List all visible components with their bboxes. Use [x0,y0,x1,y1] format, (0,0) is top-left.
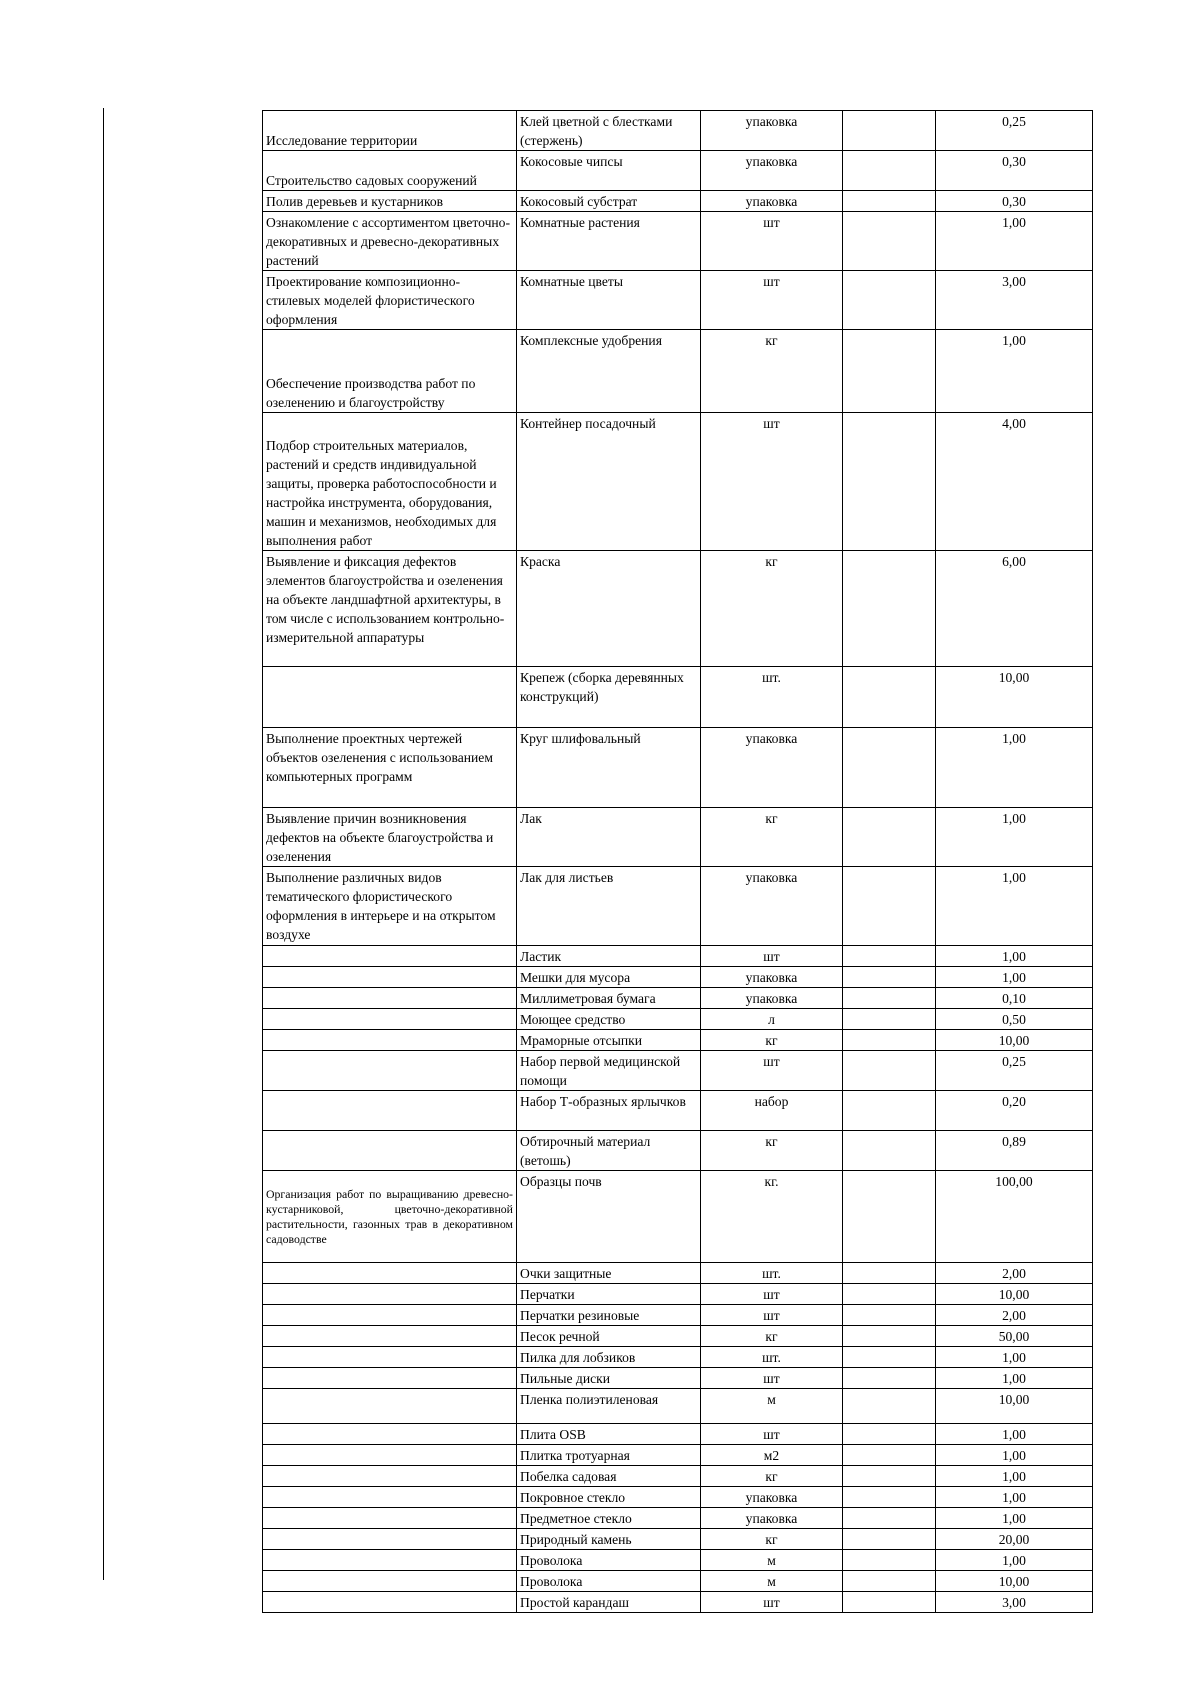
table-row [263,330,1093,413]
activity-cell [263,1030,517,1051]
table-row [263,1009,1093,1030]
quantity-cell: 10,00 [936,1389,1093,1424]
material-cell: Клей цветной с блестками (стержень) [517,111,701,151]
material-cell: Моющее средство [517,1009,701,1030]
table-row [263,867,1093,946]
table-row [263,1592,1093,1613]
extra-cell [843,1550,936,1571]
unit-cell: упаковка [701,867,843,946]
quantity-cell: 0,25 [936,111,1093,151]
material-cell: Комплексные удобрения [517,330,701,413]
table-row [263,1529,1093,1550]
extra-cell [843,151,936,191]
quantity-cell: 1,00 [936,1368,1093,1389]
table-row [263,1487,1093,1508]
material-cell: Проволока [517,1550,701,1571]
activity-cell: Выполнение различных видов тематического флористического оформления в интерьере и на открытом воздухе [263,867,517,946]
quantity-cell: 10,00 [936,1571,1093,1592]
extra-cell [843,1487,936,1508]
activity-cell [263,1305,517,1326]
activity-cell: Проектирование композиционно-стилевых моделей флористического оформления [263,271,517,330]
material-cell: Кокосовые чипсы [517,151,701,191]
activity-cell [263,1592,517,1613]
material-cell: Комнатные растения [517,212,701,271]
extra-cell [843,1592,936,1613]
table-row [263,1424,1093,1445]
table-row [263,551,1093,667]
material-cell: Побелка садовая [517,1466,701,1487]
activity-cell: Выявление причин возникновения дефектов на объекте благоустройства и озеленения [263,808,517,867]
unit-cell: шт [701,1424,843,1445]
table-row [263,1305,1093,1326]
quantity-cell: 2,00 [936,1305,1093,1326]
unit-cell: шт [701,413,843,551]
table-row [263,1051,1093,1091]
activity-cell [263,1368,517,1389]
material-cell: Перчатки резиновые [517,1305,701,1326]
table-row [263,1368,1093,1389]
table-row [263,1171,1093,1263]
material-cell: Очки защитные [517,1263,701,1284]
material-cell: Набор Т-образных ярлычков [517,1091,701,1131]
unit-cell: шт. [701,667,843,728]
activity-cell [263,1009,517,1030]
activity-cell [263,1263,517,1284]
quantity-cell: 3,00 [936,1592,1093,1613]
extra-cell [843,808,936,867]
unit-cell: кг [701,1131,843,1171]
material-cell: Образцы почв [517,1171,701,1263]
extra-cell [843,551,936,667]
activity-cell: Подбор строительных материалов, растений и средств индивидуальной защиты, проверка работоспособности и настройка инструмента, оборудования, машин и механизмов, необходимых для выполнения работ [263,413,517,551]
activity-cell [263,1347,517,1368]
material-cell: Пилка для лобзиков [517,1347,701,1368]
table-row [263,1445,1093,1466]
unit-cell: шт. [701,1263,843,1284]
extra-cell [843,1171,936,1263]
extra-cell [843,1445,936,1466]
quantity-cell: 4,00 [936,413,1093,551]
unit-cell: кг [701,330,843,413]
quantity-cell: 0,30 [936,151,1093,191]
table-row [263,967,1093,988]
unit-cell: кг [701,1030,843,1051]
table-row [263,1030,1093,1051]
unit-cell: шт [701,271,843,330]
material-cell: Набор первой медицинской помощи [517,1051,701,1091]
table-row [263,1508,1093,1529]
extra-cell [843,1263,936,1284]
activity-cell [263,1466,517,1487]
unit-cell: упаковка [701,988,843,1009]
unit-cell: шт [701,946,843,967]
unit-cell: кг. [701,1171,843,1263]
extra-cell [843,946,936,967]
material-cell: Крепеж (сборка деревянных конструкций) [517,667,701,728]
activity-cell [263,1529,517,1550]
quantity-cell: 6,00 [936,551,1093,667]
material-cell: Кокосовый субстрат [517,191,701,212]
margin-rule [103,108,104,1580]
unit-cell: шт. [701,1347,843,1368]
material-cell: Мраморные отсыпки [517,1030,701,1051]
material-cell: Мешки для мусора [517,967,701,988]
quantity-cell: 10,00 [936,1284,1093,1305]
table-row [263,1091,1093,1131]
extra-cell [843,1529,936,1550]
unit-cell: кг [701,808,843,867]
unit-cell: упаковка [701,1508,843,1529]
material-cell: Плитка тротуарная [517,1445,701,1466]
material-cell: Миллиметровая бумага [517,988,701,1009]
quantity-cell: 0,25 [936,1051,1093,1091]
extra-cell [843,1326,936,1347]
activity-cell [263,1284,517,1305]
extra-cell [843,1051,936,1091]
activity-cell [263,1571,517,1592]
table-row [263,808,1093,867]
quantity-cell: 1,00 [936,1487,1093,1508]
unit-cell: кг [701,551,843,667]
activity-cell [263,1508,517,1529]
activity-cell [263,1550,517,1571]
activity-cell [263,1389,517,1424]
extra-cell [843,967,936,988]
table-row [263,111,1093,151]
material-cell: Комнатные цветы [517,271,701,330]
quantity-cell: 1,00 [936,1347,1093,1368]
table-row [263,212,1093,271]
extra-cell [843,1131,936,1171]
extra-cell [843,1389,936,1424]
quantity-cell: 20,00 [936,1529,1093,1550]
extra-cell [843,728,936,808]
quantity-cell: 1,00 [936,946,1093,967]
materials-table-body [263,111,1093,1613]
extra-cell [843,191,936,212]
extra-cell [843,1508,936,1529]
material-cell: Пильные диски [517,1368,701,1389]
material-cell: Плита OSB [517,1424,701,1445]
activity-cell: Организация работ по выращиванию древесно-кустарниковой, цветочно-декоративной растительности, газонных трав в декоративном садоводстве [263,1171,517,1263]
activity-cell: Выявление и фиксация дефектов элементов благоустройства и озеленения на объекте ландшафтной архитектуры, в том числе с использованием контрольно-измерительной аппаратуры [263,551,517,667]
material-cell: Природный камень [517,1529,701,1550]
material-cell: Краска [517,551,701,667]
table-row [263,1131,1093,1171]
material-cell: Проволока [517,1571,701,1592]
table-row [263,728,1093,808]
table-row [263,1263,1093,1284]
table-row [263,191,1093,212]
unit-cell: м [701,1389,843,1424]
unit-cell: упаковка [701,1487,843,1508]
activity-cell [263,967,517,988]
unit-cell: кг [701,1529,843,1550]
unit-cell: л [701,1009,843,1030]
quantity-cell: 1,00 [936,1466,1093,1487]
table-row [263,1347,1093,1368]
material-cell: Круг шлифовальный [517,728,701,808]
unit-cell: м2 [701,1445,843,1466]
unit-cell: кг [701,1326,843,1347]
unit-cell: упаковка [701,728,843,808]
materials-table [262,110,1093,1613]
extra-cell [843,413,936,551]
quantity-cell: 1,00 [936,212,1093,271]
unit-cell: м [701,1550,843,1571]
extra-cell [843,1284,936,1305]
extra-cell [843,271,936,330]
activity-cell [263,667,517,728]
quantity-cell: 1,00 [936,808,1093,867]
extra-cell [843,988,936,1009]
unit-cell: упаковка [701,111,843,151]
unit-cell: шт [701,212,843,271]
material-cell: Песок речной [517,1326,701,1347]
unit-cell: шт [701,1368,843,1389]
quantity-cell: 1,00 [936,867,1093,946]
table-row [263,1571,1093,1592]
quantity-cell: 2,00 [936,1263,1093,1284]
quantity-cell: 1,00 [936,330,1093,413]
unit-cell: шт [701,1592,843,1613]
extra-cell [843,1466,936,1487]
extra-cell [843,1424,936,1445]
activity-cell: Обеспечение производства работ по озеленению и благоустройству [263,330,517,413]
quantity-cell: 3,00 [936,271,1093,330]
unit-cell: кг [701,1466,843,1487]
extra-cell [843,1091,936,1131]
material-cell: Обтирочный материал (ветошь) [517,1131,701,1171]
activity-cell: Исследование территории [263,111,517,151]
unit-cell: упаковка [701,967,843,988]
quantity-cell: 0,10 [936,988,1093,1009]
table-row [263,1284,1093,1305]
activity-cell [263,1326,517,1347]
unit-cell: набор [701,1091,843,1131]
table-row [263,413,1093,551]
unit-cell: шт [701,1305,843,1326]
unit-cell: шт [701,1284,843,1305]
activity-cell [263,1487,517,1508]
activity-cell: Ознакомление с ассортиментом цветочно-декоративных и древесно-декоративных растений [263,212,517,271]
activity-cell: Выполнение проектных чертежей объектов озеленения с использованием компьютерных программ [263,728,517,808]
quantity-cell: 10,00 [936,667,1093,728]
extra-cell [843,1009,936,1030]
activity-cell: Строительство садовых сооружений [263,151,517,191]
material-cell: Лак для листьев [517,867,701,946]
quantity-cell: 0,30 [936,191,1093,212]
material-cell: Перчатки [517,1284,701,1305]
quantity-cell: 1,00 [936,1445,1093,1466]
extra-cell [843,1305,936,1326]
quantity-cell: 10,00 [936,1030,1093,1051]
table-row [263,1326,1093,1347]
activity-cell [263,1131,517,1171]
quantity-cell: 0,50 [936,1009,1093,1030]
activity-cell [263,1445,517,1466]
extra-cell [843,330,936,413]
table-row [263,667,1093,728]
quantity-cell: 1,00 [936,967,1093,988]
material-cell: Простой карандаш [517,1592,701,1613]
activity-cell [263,1091,517,1131]
extra-cell [843,1347,936,1368]
table-row [263,1389,1093,1424]
quantity-cell: 1,00 [936,728,1093,808]
material-cell: Лак [517,808,701,867]
extra-cell [843,111,936,151]
material-cell: Пленка полиэтиленовая [517,1389,701,1424]
material-cell: Ластик [517,946,701,967]
table-row [263,151,1093,191]
quantity-cell: 1,00 [936,1508,1093,1529]
material-cell: Предметное стекло [517,1508,701,1529]
activity-cell [263,946,517,967]
quantity-cell: 100,00 [936,1171,1093,1263]
unit-cell: упаковка [701,191,843,212]
extra-cell [843,1571,936,1592]
quantity-cell: 0,89 [936,1131,1093,1171]
unit-cell: шт [701,1051,843,1091]
table-row [263,1550,1093,1571]
activity-cell [263,988,517,1009]
material-cell: Покровное стекло [517,1487,701,1508]
unit-cell: упаковка [701,151,843,191]
quantity-cell: 1,00 [936,1424,1093,1445]
table-row [263,271,1093,330]
material-cell: Контейнер посадочный [517,413,701,551]
extra-cell [843,667,936,728]
activity-cell: Полив деревьев и кустарников [263,191,517,212]
activity-cell [263,1424,517,1445]
quantity-cell: 50,00 [936,1326,1093,1347]
activity-cell [263,1051,517,1091]
extra-cell [843,1368,936,1389]
extra-cell [843,867,936,946]
table-row [263,946,1093,967]
table-row [263,988,1093,1009]
extra-cell [843,1030,936,1051]
quantity-cell: 1,00 [936,1550,1093,1571]
extra-cell [843,212,936,271]
table-row [263,1466,1093,1487]
quantity-cell: 0,20 [936,1091,1093,1131]
unit-cell: м [701,1571,843,1592]
